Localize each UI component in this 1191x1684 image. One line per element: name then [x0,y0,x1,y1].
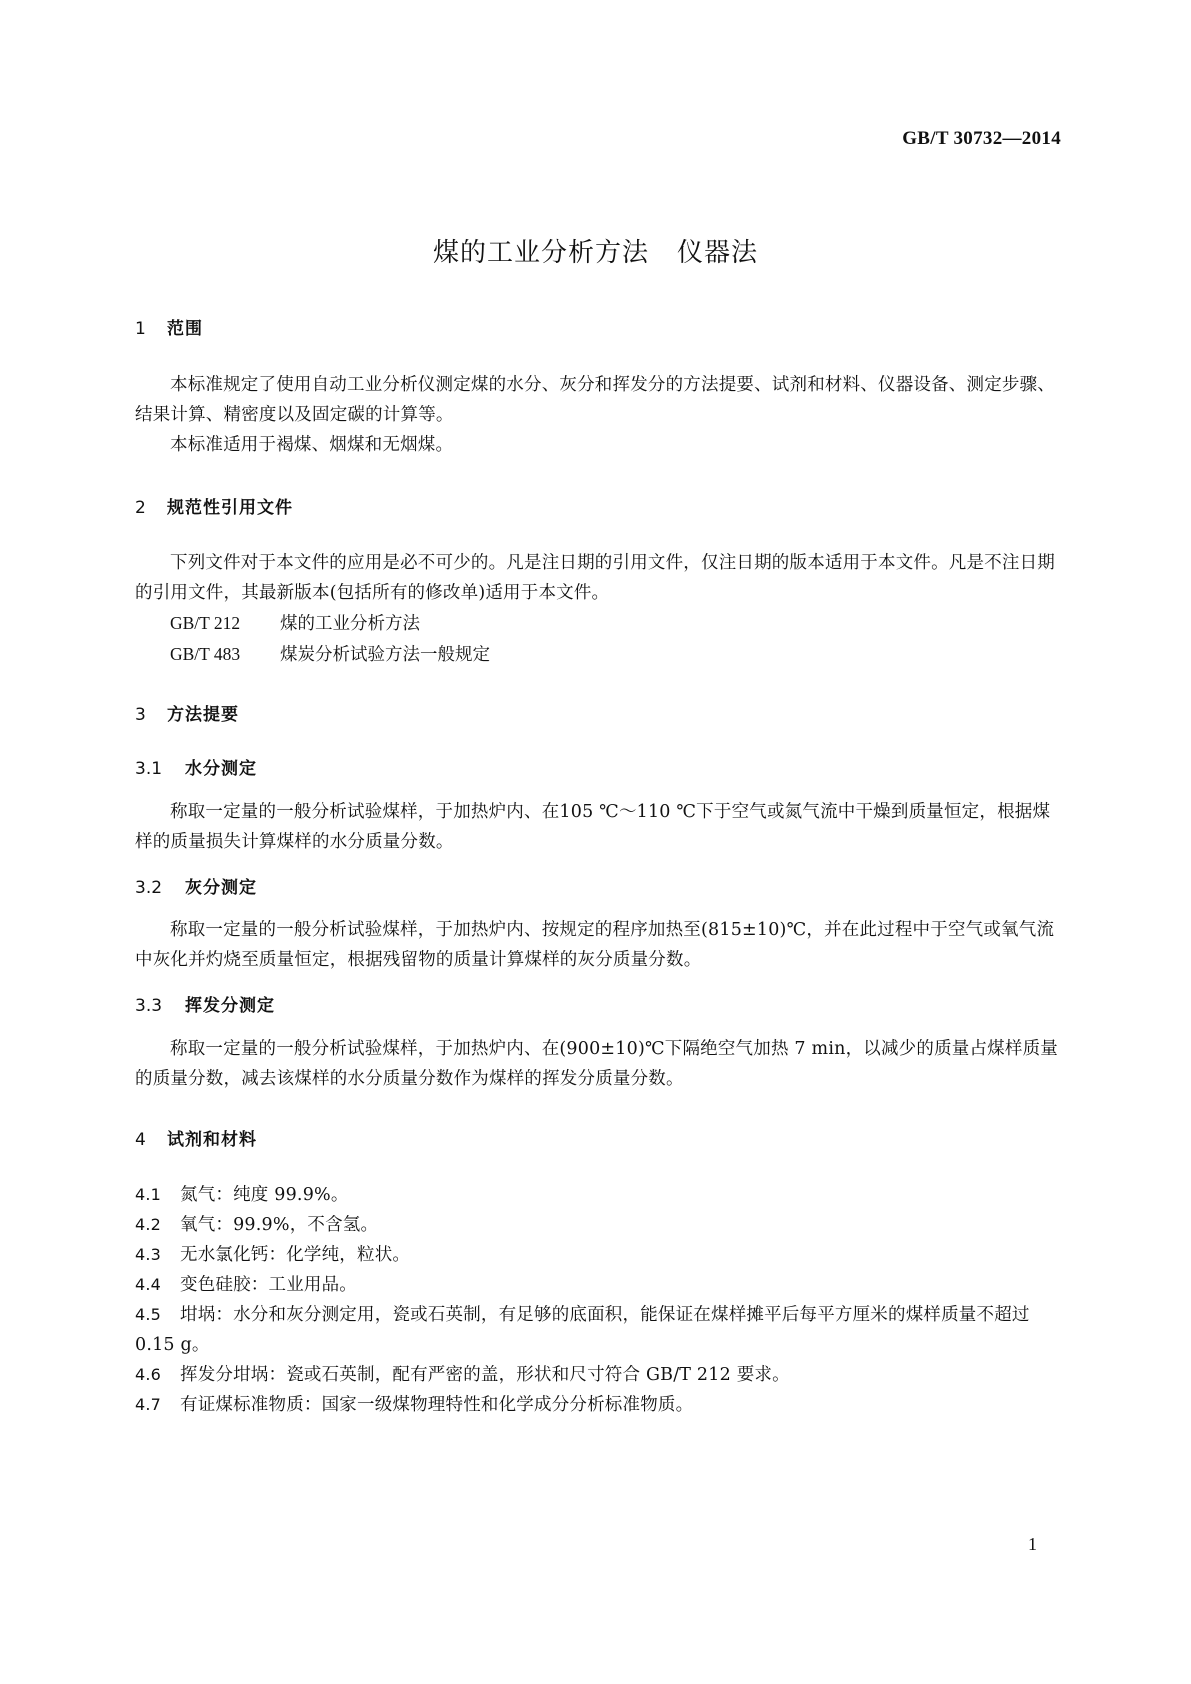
section-2-body [135,548,1065,670]
subsection-title: 挥发分测定 [185,996,275,1016]
item-text: 无水氯化钙：化学纯，粒状。 [180,1245,411,1265]
section-number: 2 [135,498,146,518]
section-4-list [135,1180,1065,1420]
section-title: 范围 [167,319,203,339]
item-number: 4.3 [135,1245,162,1264]
list-item [135,1240,1065,1270]
section-title: 规范性引用文件 [167,498,293,518]
item-text: 变色硅胶：工业用品。 [180,1275,357,1295]
list-item [135,1300,1065,1360]
paragraph: 称取一定量的一般分析试验煤样，于加热炉内、在(900±10)℃下隔绝空气加热 7 min，以减少的质量占煤样质量的质量分数，减去该煤样的水分质量分数作为煤样的挥发分质量分数。 [135,1039,1058,1089]
section-number: 3 [135,705,146,725]
subsection-3-3-heading [135,995,1065,1017]
subsection-number: 3.3 [135,996,163,1016]
list-item [135,1210,1065,1240]
section-number: 1 [135,319,146,339]
item-text: 氧气：99.9%，不含氢。 [180,1215,379,1235]
item-number: 4.4 [135,1275,162,1294]
section-2-heading [135,497,1065,519]
list-item [135,1270,1065,1300]
paragraph: 称取一定量的一般分析试验煤样，于加热炉内、在105 ℃～110 ℃下于空气或氮气流中干燥到质量恒定，根据煤样的质量损失计算煤样的水分质量分数。 [135,802,1051,852]
list-item [135,1390,1065,1420]
subsection-number: 3.1 [135,759,163,779]
document-title [0,232,1191,269]
item-text: 坩埚：水分和灰分测定用，瓷或石英制，有足够的底面积，能保证在煤样摊平后每平方厘米的煤样质量不超过 0.15 g。 [135,1305,1030,1355]
item-text: 有证煤标准物质：国家一级煤物理特性和化学成分分析标准物质。 [180,1395,694,1415]
title-main: 煤的工业分析方法 [432,238,649,268]
item-text: 挥发分坩埚：瓷或石英制，配有严密的盖，形状和尺寸符合 GB/T 212 要求。 [180,1365,790,1385]
subsection-3-2-body [135,915,1065,975]
title-sub: 仪器法 [677,238,759,268]
paragraph: 本标准适用于褐煤、烟煤和无烟煤。 [170,435,454,455]
section-4-heading [135,1129,1065,1151]
reference-name: 煤炭分析试验方法一般规定 [280,645,490,665]
reference-item [135,608,1065,639]
section-1-heading [135,318,1065,340]
item-number: 4.1 [135,1185,162,1204]
reference-name: 煤的工业分析方法 [280,614,420,634]
subsection-3-1-body [135,797,1065,857]
standard-code: GB/T 30732—2014 [902,128,1061,149]
paragraph: 称取一定量的一般分析试验煤样，于加热炉内、按规定的程序加热至(815±10)℃，并在此过程中于空气或氧气流中灰化并灼烧至质量恒定，根据残留物的质量计算煤样的灰分质量分数。 [135,920,1055,970]
paragraph: 本标准规定了使用自动工业分析仪测定煤的水分、灰分和挥发分的方法提要、试剂和材料、仪器设备、测定步骤、结果计算、精密度以及固定碳的计算等。 [135,375,1055,425]
reference-code: GB/T 212 [170,613,241,633]
section-title: 方法提要 [167,705,239,725]
item-number: 4.7 [135,1395,162,1414]
item-number: 4.2 [135,1215,162,1234]
page-number: 1 [1028,1534,1037,1554]
subsection-title: 灰分测定 [185,878,257,898]
reference-code: GB/T 483 [170,644,241,664]
section-1-body [135,370,1065,460]
section-3-heading [135,704,1065,726]
list-item [135,1360,1065,1390]
subsection-number: 3.2 [135,878,163,898]
item-number: 4.5 [135,1305,162,1324]
reference-item [135,639,1065,670]
subsection-title: 水分测定 [185,759,257,779]
section-title: 试剂和材料 [167,1130,257,1150]
list-item [135,1180,1065,1210]
paragraph: 下列文件对于本文件的应用是必不可少的。凡是注日期的引用文件，仅注日期的版本适用于本文件。凡是不注日期的引用文件，其最新版本(包括所有的修改单)适用于本文件。 [135,553,1055,603]
subsection-3-3-body [135,1034,1065,1094]
item-number: 4.6 [135,1365,162,1384]
subsection-3-2-heading [135,877,1065,899]
item-text: 氮气：纯度 99.9%。 [180,1185,349,1205]
subsection-3-1-heading [135,758,1065,780]
section-number: 4 [135,1130,146,1150]
